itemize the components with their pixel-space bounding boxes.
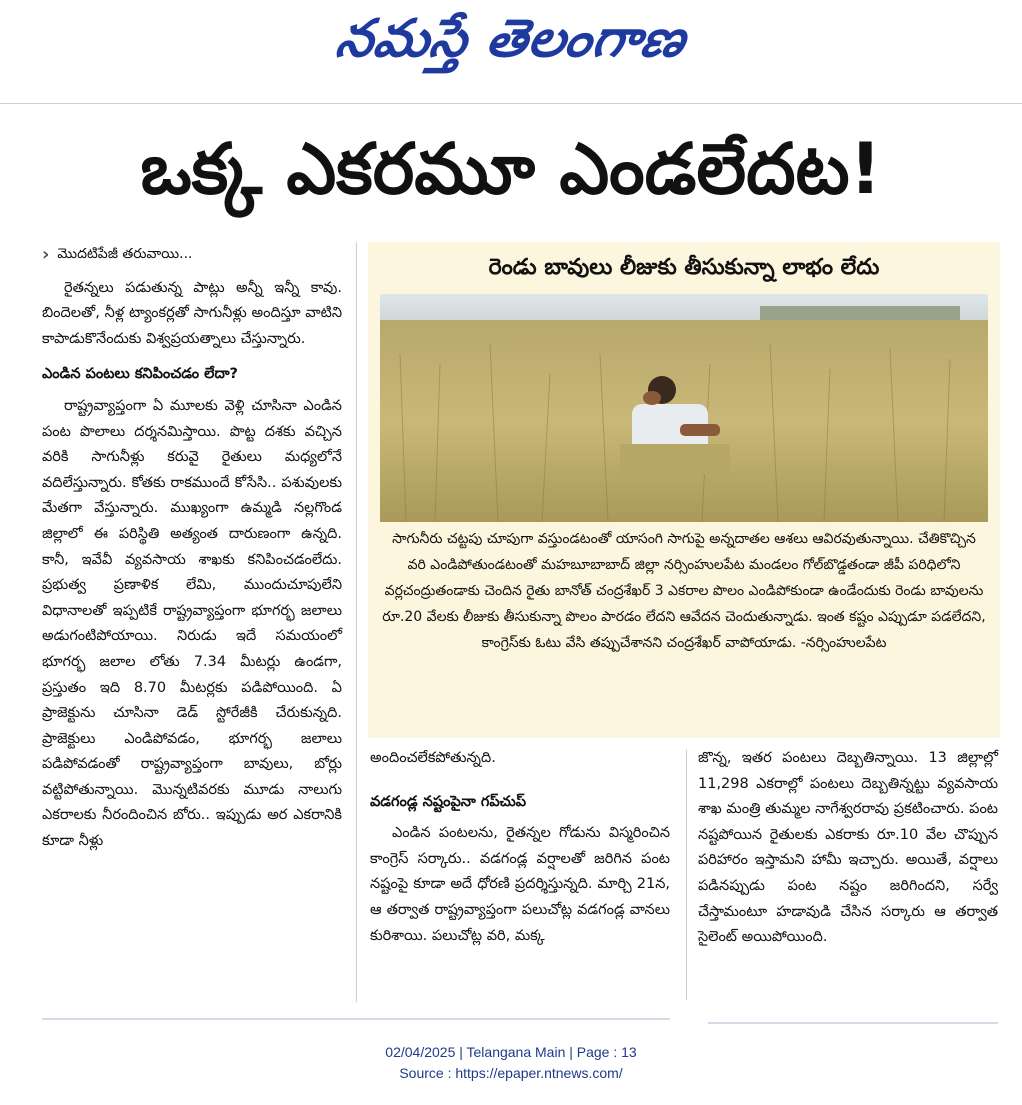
- bottom-rule-left: [42, 1018, 670, 1020]
- column-left: [42, 242, 342, 855]
- newspaper-logo: నమస్తే తెలంగాణ: [331, 9, 691, 69]
- footer-date-edition: 02/04/2025 | Telangana Main | Page : 13: [385, 1044, 637, 1060]
- column-middle: [370, 746, 670, 949]
- photo-caption: సాగునీరు చట్టపు చూపుగా వస్తుండటంతో యాసంగి సాగుపై అన్నదాతల ఆశలు ఆవిరవుతున్నాయి. చేతికొచ్చిన వరి ఎండిపోతుండటంతో మహబూబాబాద్ జిల్లా నర్సింహులపేట మండలం గోల్‌బొడ్డతండా జీపీ పరిధిలోని వర్లచంద్రుతండాకు చెందిన రైతు బానోత్ చంద్రశేఖర్ 3 ఎకరాల పొలం ఎండిపోకుండా ఉండేందుకు రెండు బావులను రూ.20 వేలకు లీజుకు తీసుకున్నా పొలం పారడం లేదని ఆవేదన చెందుతున్నాడు. ఇంత కష్టం ఎప్పుడూ పడలేదని, కాంగ్రెస్‌కు ఓటు వేసి తప్పుచేశానని చంద్రశేఖర్ వాపోయాడు. -నర్సింహులపేట: [382, 531, 986, 651]
- paragraph: అందించలేకపోతున్నది.: [370, 750, 496, 766]
- subheading: వడగండ్ల నష్టంపైనా గప్‌చుప్: [370, 793, 527, 810]
- photo-title: రెండు బావులు లీజుకు తీసుకున్నా లాభం లేదు: [488, 255, 880, 280]
- subheading: ఎండిన పంటలు కనిపించడం లేదా?: [42, 366, 238, 383]
- column-right: [698, 746, 998, 951]
- farmer-in-dry-paddy-photo: [380, 294, 988, 522]
- paragraph: ఎండిన పంటలను, రైతన్నల గోడును విస్మరించిన కాంగ్రెస్ సర్కారు.. వడగండ్ల వర్షాలతో జరిగిన పంట నష్టంపై కూడా అదే ధోరణి ప్రదర్శిస్తున్నది. మార్చి 21న, ఆ తర్వాత రాష్ట్రవ్యాప్తంగా పలుచోట్ల వడగండ్ల వానలు కురిశాయి. పలుచోట్ల వరి, మక్క: [370, 825, 670, 944]
- footer: [0, 1042, 1022, 1084]
- paragraph: రాష్ట్రవ్యాప్తంగా ఏ మూలకు వెళ్లి చూసినా ఎండిన పంట పొలాలు దర్శనమిస్తాయి. పొట్ట దశకు వచ్చిన వరికి సాగునీళ్లు కరువై రైతులు మధ్యలోనే వదిలేస్తున్నారు. కోతకు రాకముందే కోసేసి.. పశువులకు మేతగా వేస్తున్నారు. ముఖ్యంగా ఉమ్మడి నల్లగొండ జిల్లాలో ఈ పరిస్థితి అత్యంత దారుణంగా ఉన్నది. కానీ, ఇవేవీ వ్యవసాయ శాఖకు కనిపించడంలేదు. ప్రభుత్వ ప్రణాళిక లేమి, ముందుచూపులేని విధానాలతో ఇప్పటికే రాష్ట్రవ్యాప్తంగా భూగర్భ జలాలు అడుగంటిపోయాయి. నిరుడు ఇదే సమయంలో భూగర్భ జలాల లోతు 7.34 మీటర్లు ఉండగా, ప్రస్తుతం ఇది 8.70 మీటర్లకు పడిపోయింది. ఏ ప్రాజెక్టును చూసినా డెడ్ స్టోరేజీకి చేరుకున్నది. ప్రాజెక్టులు ఎండిపోవడం, భూగర్భ జలాలు పడిపోవడంతో రాష్ట్రవ్యాప్తంగా బావులు, బోర్లు వట్టిపోతున్నాయి. మొన్నటివరకు మూడు నాలుగు ఎకరాలకు నీరందించిన బోరు.. ఇప్పుడు అర ఎకరానికి కూడా నీళ్లు: [42, 397, 342, 850]
- paragraph: రైతన్నలు పడుతున్న పాట్లు అన్నీ ఇన్నీ కావు. బిందెలతో, నీళ్ల ట్యాంకర్లతో సాగునీళ్లు అందిస్తూ వాటిని కాపాడుకొనేందుకు విశ్వప్రయత్నాలు చేస్తున్నారు.: [42, 279, 342, 347]
- headline: ఒక్క ఎకరమూ ఎండలేదట!: [140, 128, 882, 210]
- column-divider: [686, 750, 687, 1000]
- photo-feature-box: [368, 242, 1000, 738]
- continued-from-text: మొదటిపేజీ తరువాయి...: [57, 246, 193, 262]
- masthead: [0, 0, 1022, 80]
- column-divider: [356, 242, 357, 1002]
- masthead-divider: [0, 103, 1022, 104]
- footer-source-link[interactable]: Source : https://epaper.ntnews.com/: [399, 1065, 623, 1081]
- chevron-right-icon: ›: [42, 244, 50, 265]
- bottom-rule-right: [708, 1022, 998, 1024]
- continued-from-link[interactable]: [42, 242, 342, 268]
- paragraph: జొన్న, ఇతర పంటలు దెబ్బతిన్నాయి. 13 జిల్లాల్లో 11,298 ఎకరాల్లో పంటలు దెబ్బతిన్నట్టు వ్యవసాయ శాఖ మంత్రి తుమ్మల నాగేశ్వరరావు ప్రకటించారు. పంట నష్టపోయిన రైతులకు ఎకరాకు రూ.10 వేల చొప్పున పరిహారం ఇస్తామని హామీ ఇచ్చారు. అయితే, వర్షాలు పడినప్పుడు పంట నష్టం జరిగిందని, సర్వే చేస్తామంటూ హడావుడి చేసిన సర్కారు ఆ తర్వాత సైలెంట్ అయిపోయింది.: [698, 750, 998, 946]
